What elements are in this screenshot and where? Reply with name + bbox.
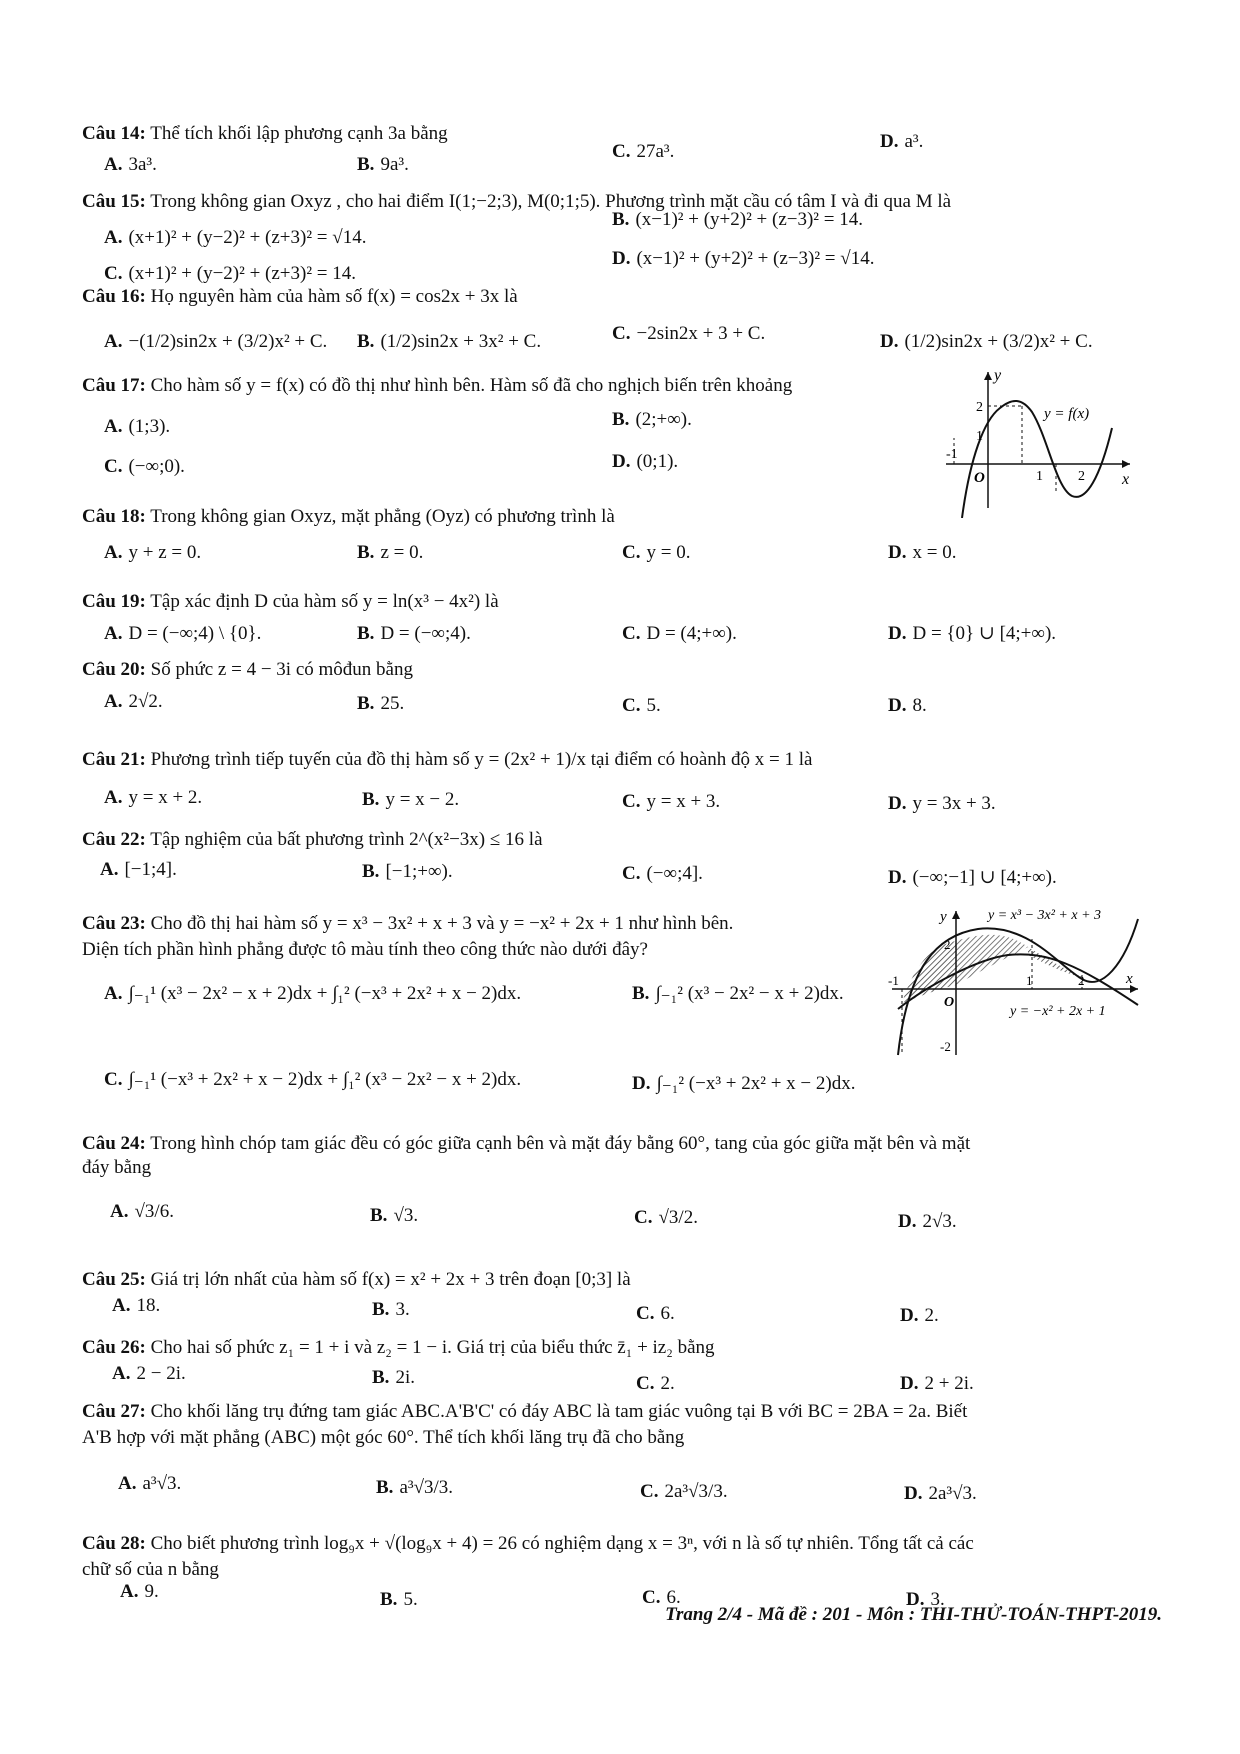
option-d — [880, 130, 923, 154]
option-b — [357, 622, 471, 646]
question-text: Họ nguyên hàm của hàm số f(x) = cos2x + 3x là — [150, 286, 518, 307]
option-b — [362, 788, 459, 812]
option-c — [622, 694, 661, 718]
question-text: Tập xác định D của hàm số y = ln(x³ − 4x²) là — [150, 591, 499, 612]
option-letter: B. — [357, 331, 375, 352]
option-text: (0;1). — [636, 451, 679, 472]
question-number: Câu 16: — [82, 286, 146, 307]
question-stem — [82, 748, 813, 772]
option-text: (1;3). — [128, 416, 171, 437]
question-stem — [82, 1532, 974, 1556]
question-stem — [82, 590, 499, 614]
option-c — [636, 1372, 675, 1396]
option-letter: A. — [110, 1201, 129, 1222]
option-text: [−1;+∞). — [385, 861, 453, 882]
option-letter: A. — [104, 623, 123, 644]
option-letter: B. — [612, 409, 630, 430]
option-letter: D. — [888, 623, 907, 644]
option-a — [120, 1580, 159, 1604]
option-a — [104, 541, 201, 565]
option-d — [880, 330, 1093, 354]
question-number: Câu 24: — [82, 1133, 146, 1154]
question-text: Phương trình tiếp tuyến của đồ thị hàm số y = (2x² + 1)/x tại điểm có hoành độ x = 1 là — [150, 749, 813, 770]
option-a — [118, 1472, 181, 1496]
option-letter: C. — [622, 542, 641, 563]
question-text: Trong không gian Oxyz, mặt phẳng (Oyz) có phương trình là — [150, 506, 615, 527]
option-b — [370, 1204, 418, 1228]
x-axis-label: x — [1122, 471, 1130, 488]
option-a — [100, 858, 177, 882]
option-text: y = 3x + 3. — [912, 793, 996, 814]
curve-f — [962, 401, 1112, 518]
option-letter: C. — [636, 1303, 655, 1324]
question-number: Câu 22: — [82, 829, 146, 850]
option-a — [104, 786, 202, 810]
option-letter: B. — [370, 1205, 388, 1226]
question-number: Câu 21: — [82, 749, 146, 770]
option-text: (−∞;4]. — [646, 863, 703, 884]
tick-label: 2 — [1078, 469, 1085, 484]
question-number: Câu 25: — [82, 1269, 146, 1290]
option-letter: A. — [120, 1581, 139, 1602]
option-text: y = x + 3. — [646, 791, 721, 812]
option-b — [362, 860, 453, 884]
option-letter: B. — [357, 542, 375, 563]
option-c — [104, 262, 356, 286]
question-number: Câu 19: — [82, 591, 146, 612]
tick-label: -2 — [940, 1039, 951, 1054]
option-text: a³. — [904, 131, 924, 152]
option-a — [110, 1200, 174, 1224]
option-text: 9. — [144, 1581, 159, 1602]
tick-label: 2 — [1078, 973, 1085, 988]
y-axis-arrow — [984, 372, 992, 380]
option-text: D = (−∞;4). — [380, 623, 471, 644]
option-letter: C. — [622, 863, 641, 884]
option-c — [622, 790, 720, 814]
option-letter: B. — [632, 983, 650, 1004]
option-letter: D. — [898, 1211, 917, 1232]
option-text: −(1/2)sin2x + (3/2)x² + C. — [128, 331, 328, 352]
option-text: 2√2. — [128, 691, 163, 712]
option-text: 6. — [666, 1587, 681, 1608]
tick-label: -1 — [888, 973, 899, 988]
option-text: (2;+∞). — [635, 409, 692, 430]
option-text: D = {0} ∪ [4;+∞). — [912, 623, 1057, 644]
option-letter: D. — [888, 695, 907, 716]
option-text: D = (−∞;4) \ {0}. — [128, 623, 262, 644]
option-letter: C. — [612, 323, 631, 344]
question-number: Câu 15: — [82, 191, 146, 212]
option-text: 27a³. — [636, 141, 675, 162]
option-b — [612, 408, 692, 432]
option-text: 6. — [660, 1303, 675, 1324]
option-c — [622, 541, 690, 565]
x-axis-arrow — [1122, 460, 1130, 468]
option-text: 18. — [136, 1295, 161, 1316]
option-text: ∫₋₁¹ (−x³ + 2x² + x − 2)dx + ∫₁² (x³ − 2x² − x + 2)dx. — [128, 1069, 522, 1090]
option-letter: D. — [612, 451, 631, 472]
option-a — [104, 153, 157, 177]
option-letter: B. — [612, 209, 630, 230]
question-stem — [82, 1336, 715, 1360]
option-letter: C. — [634, 1207, 653, 1228]
option-c — [612, 140, 674, 164]
option-letter: D. — [888, 867, 907, 888]
question-stem — [82, 1268, 631, 1292]
question-text-line2: Diện tích phần hình phẳng được tô màu tính theo công thức nào dưới đây? — [82, 939, 648, 960]
option-c — [622, 622, 737, 646]
option-d — [904, 1482, 977, 1506]
option-text: a³√3/3. — [399, 1477, 454, 1498]
question-number: Câu 27: — [82, 1401, 146, 1422]
option-text: 2√3. — [922, 1211, 957, 1232]
option-b — [632, 982, 844, 1006]
option-text: D = (4;+∞). — [646, 623, 737, 644]
question-text-line2: đáy bằng — [82, 1157, 152, 1178]
curve-label: y = x³ − 3x² + x + 3 — [988, 908, 1102, 923]
option-text: 5. — [403, 1589, 418, 1610]
option-letter: D. — [612, 248, 631, 269]
tick-label: 2 — [976, 400, 983, 415]
option-a — [104, 622, 261, 646]
option-letter: B. — [362, 861, 380, 882]
option-text: (x−1)² + (y+2)² + (z−3)² = √14. — [636, 248, 875, 269]
option-letter: B. — [372, 1367, 390, 1388]
origin-label: O — [974, 470, 985, 486]
question-number: Câu 28: — [82, 1533, 146, 1554]
option-text: (1/2)sin2x + (3/2)x² + C. — [904, 331, 1093, 352]
option-text: 2 − 2i. — [136, 1363, 186, 1384]
option-text: 2 + 2i. — [924, 1373, 974, 1394]
option-text: y = x + 2. — [128, 787, 203, 808]
option-letter: A. — [104, 416, 123, 437]
option-c — [634, 1206, 698, 1230]
option-b — [357, 692, 404, 716]
option-letter: A. — [104, 983, 123, 1004]
option-a — [104, 330, 327, 354]
question-stem — [82, 505, 615, 529]
question-text: Trong không gian Oxyz , cho hai điểm I(1;−2;3), M(0;1;5). Phương trình mặt cầu có tâm I và đi qua M là — [150, 191, 952, 212]
question-text: Thể tích khối lập phương cạnh 3a bằng — [150, 123, 448, 144]
option-letter: D. — [900, 1373, 919, 1394]
tick-label: 1 — [976, 429, 983, 444]
option-a — [112, 1362, 186, 1386]
question-text: Tập nghiệm của bất phương trình 2^(x²−3x) ≤ 16 là — [150, 829, 543, 850]
option-c — [636, 1302, 675, 1326]
option-a — [104, 982, 521, 1006]
option-text: y + z = 0. — [128, 542, 202, 563]
question-number: Câu 17: — [82, 375, 146, 396]
option-letter: D. — [632, 1073, 651, 1094]
question-stem — [82, 1132, 970, 1156]
option-letter: B. — [357, 693, 375, 714]
option-letter: C. — [640, 1481, 659, 1502]
origin-label: O — [944, 995, 955, 1010]
question-text: Cho hàm số y = f(x) có đồ thị như hình bên. Hàm số đã cho nghịch biến trên khoảng — [150, 375, 793, 396]
option-d — [888, 866, 1057, 890]
option-letter: B. — [357, 623, 375, 644]
question-number: Câu 14: — [82, 123, 146, 144]
option-d — [888, 622, 1056, 646]
question-text: Cho biết phương trình log₉x + √(log₉x + 4) = 26 có nghiệm dạng x = 3ⁿ, với n là số tự nhiên. Tổng tất cả các — [150, 1533, 974, 1554]
option-d — [632, 1072, 855, 1096]
option-text: a³√3. — [142, 1473, 182, 1494]
option-text: 2i. — [395, 1367, 415, 1388]
option-d — [612, 247, 874, 271]
question-text: Số phức z = 4 − 3i có môđun bằng — [150, 659, 413, 680]
option-d — [900, 1304, 939, 1328]
tick-label: 1 — [1026, 973, 1033, 988]
option-letter: A. — [104, 227, 123, 248]
option-text: (x−1)² + (y+2)² + (z−3)² = 14. — [635, 209, 863, 230]
option-letter: D. — [888, 542, 907, 563]
option-text: 2. — [924, 1305, 939, 1326]
option-letter: A. — [104, 331, 123, 352]
option-letter: B. — [357, 154, 375, 175]
option-text: 3. — [930, 1589, 945, 1610]
graph-question-23 — [888, 905, 1148, 1060]
option-text: [−1;4]. — [124, 859, 177, 880]
page-footer: Trang 2/4 - Mã đề : 201 - Môn : THI-THỬ-TOÁN-THPT-2019. — [665, 1604, 1162, 1625]
option-letter: D. — [880, 131, 899, 152]
question-stem — [82, 828, 543, 852]
option-b — [612, 208, 863, 232]
option-text: (1/2)sin2x + 3x² + C. — [380, 331, 542, 352]
option-b — [372, 1298, 410, 1322]
option-b — [357, 541, 423, 565]
option-c — [104, 1068, 521, 1092]
curve-label: y = −x² + 2x + 1 — [1010, 1004, 1106, 1019]
y-axis-arrow — [952, 911, 960, 919]
option-letter: D. — [900, 1305, 919, 1326]
option-letter: A. — [100, 859, 119, 880]
option-a — [104, 690, 163, 714]
option-letter: C. — [612, 141, 631, 162]
question-text-line2: A'B hợp với mặt phẳng (ABC) một góc 60°. Thể tích khối lăng trụ đã cho bằng — [82, 1427, 685, 1448]
option-text: y = 0. — [646, 542, 691, 563]
option-letter: C. — [104, 263, 123, 284]
option-letter: A. — [104, 691, 123, 712]
option-text: x = 0. — [912, 542, 957, 563]
option-text: √3/2. — [658, 1207, 698, 1228]
option-letter: A. — [104, 542, 123, 563]
question-stem — [82, 658, 413, 682]
y-axis-label: y — [940, 909, 947, 925]
option-letter: C. — [636, 1373, 655, 1394]
option-d — [612, 450, 678, 474]
option-c — [640, 1480, 728, 1504]
option-b — [357, 153, 409, 177]
option-text: √3. — [393, 1205, 419, 1226]
option-d — [888, 541, 956, 565]
option-letter: C. — [622, 695, 641, 716]
option-text: (x+1)² + (y−2)² + (z+3)² = √14. — [128, 227, 367, 248]
question-text: Cho hai số phức z₁ = 1 + i và z₂ = 1 − i. Giá trị của biểu thức z̄₁ + iz₂ bằng — [150, 1337, 715, 1358]
option-c — [612, 322, 765, 346]
question-number: Câu 23: — [82, 913, 146, 934]
question-number: Câu 18: — [82, 506, 146, 527]
option-letter: A. — [104, 787, 123, 808]
tick-label: 1 — [1036, 469, 1043, 484]
question-text: Cho đồ thị hai hàm số y = x³ − 3x² + x + 3 và y = −x² + 2x + 1 như hình bên. — [150, 913, 734, 934]
question-text: Giá trị lớn nhất của hàm số f(x) = x² + 2x + 3 trên đoạn [0;3] là — [150, 1269, 631, 1290]
option-letter: B. — [376, 1477, 394, 1498]
option-letter: B. — [362, 789, 380, 810]
shaded-region-middle — [956, 935, 1028, 985]
option-d — [888, 694, 927, 718]
option-text: (−∞;−1] ∪ [4;+∞). — [912, 867, 1057, 888]
option-letter: B. — [372, 1299, 390, 1320]
option-d — [898, 1210, 957, 1234]
question-stem — [82, 122, 448, 146]
question-stem — [82, 1400, 967, 1424]
option-b — [357, 330, 541, 354]
x-axis-label: x — [1126, 971, 1133, 987]
question-number: Câu 26: — [82, 1337, 146, 1358]
y-axis-label: y — [994, 368, 1002, 384]
option-d — [900, 1372, 974, 1396]
option-text: −2sin2x + 3 + C. — [636, 323, 766, 344]
option-letter: B. — [380, 1589, 398, 1610]
option-letter: C. — [104, 456, 123, 477]
option-letter: A. — [118, 1473, 137, 1494]
option-letter: C. — [104, 1069, 123, 1090]
question-stem — [82, 912, 733, 936]
option-b — [380, 1588, 418, 1612]
option-text: 2a³√3/3. — [664, 1481, 728, 1502]
option-letter: D. — [880, 331, 899, 352]
option-text: 25. — [380, 693, 405, 714]
option-text: ∫₋₁² (x³ − 2x² − x + 2)dx. — [655, 983, 844, 1004]
option-d — [888, 792, 996, 816]
option-b — [376, 1476, 453, 1500]
option-letter: A. — [112, 1295, 131, 1316]
tick-label: -1 — [946, 447, 958, 462]
question-text-line2: chữ số của n bằng — [82, 1559, 219, 1580]
option-text: 2. — [660, 1373, 675, 1394]
option-a — [112, 1294, 160, 1318]
option-c — [104, 455, 185, 479]
question-text: Cho khối lăng trụ đứng tam giác ABC.A'B'C' có đáy ABC là tam giác vuông tại B với BC = 2BA = 2a. Biết — [150, 1401, 968, 1422]
option-text: 2a³√3. — [928, 1483, 977, 1504]
question-text: Trong hình chóp tam giác đều có góc giữa cạnh bên và mặt đáy bằng 60°, tang của góc giữa mặt bên và mặt — [150, 1133, 971, 1154]
graph-question-17 — [940, 368, 1136, 518]
option-letter: A. — [112, 1363, 131, 1384]
option-a — [104, 415, 170, 439]
option-text: z = 0. — [380, 542, 424, 563]
option-c — [622, 862, 703, 886]
question-number: Câu 20: — [82, 659, 146, 680]
option-text: ∫₋₁¹ (x³ − 2x² − x + 2)dx + ∫₁² (−x³ + 2x² + x − 2)dx. — [128, 983, 522, 1004]
option-text: 8. — [912, 695, 927, 716]
tick-label: 2 — [944, 937, 951, 952]
option-letter: D. — [906, 1589, 925, 1610]
option-text: √3/6. — [134, 1201, 174, 1222]
curve-label: y = f(x) — [1044, 406, 1090, 422]
option-text: ∫₋₁² (−x³ + 2x² + x − 2)dx. — [656, 1073, 856, 1094]
question-stem — [82, 374, 792, 398]
option-letter: D. — [904, 1483, 923, 1504]
option-text: (x+1)² + (y−2)² + (z+3)² = 14. — [128, 263, 357, 284]
question-stem — [82, 285, 518, 309]
option-letter: C. — [642, 1587, 661, 1608]
option-b — [372, 1366, 415, 1390]
option-letter: D. — [888, 793, 907, 814]
option-text: 9a³. — [380, 154, 409, 175]
option-text: (−∞;0). — [128, 456, 185, 477]
option-letter: C. — [622, 791, 641, 812]
option-letter: C. — [622, 623, 641, 644]
option-text: 3. — [395, 1299, 410, 1320]
option-text: 3a³. — [128, 154, 157, 175]
option-letter: A. — [104, 154, 123, 175]
option-text: y = x − 2. — [385, 789, 460, 810]
option-text: 5. — [646, 695, 661, 716]
option-a — [104, 226, 366, 250]
